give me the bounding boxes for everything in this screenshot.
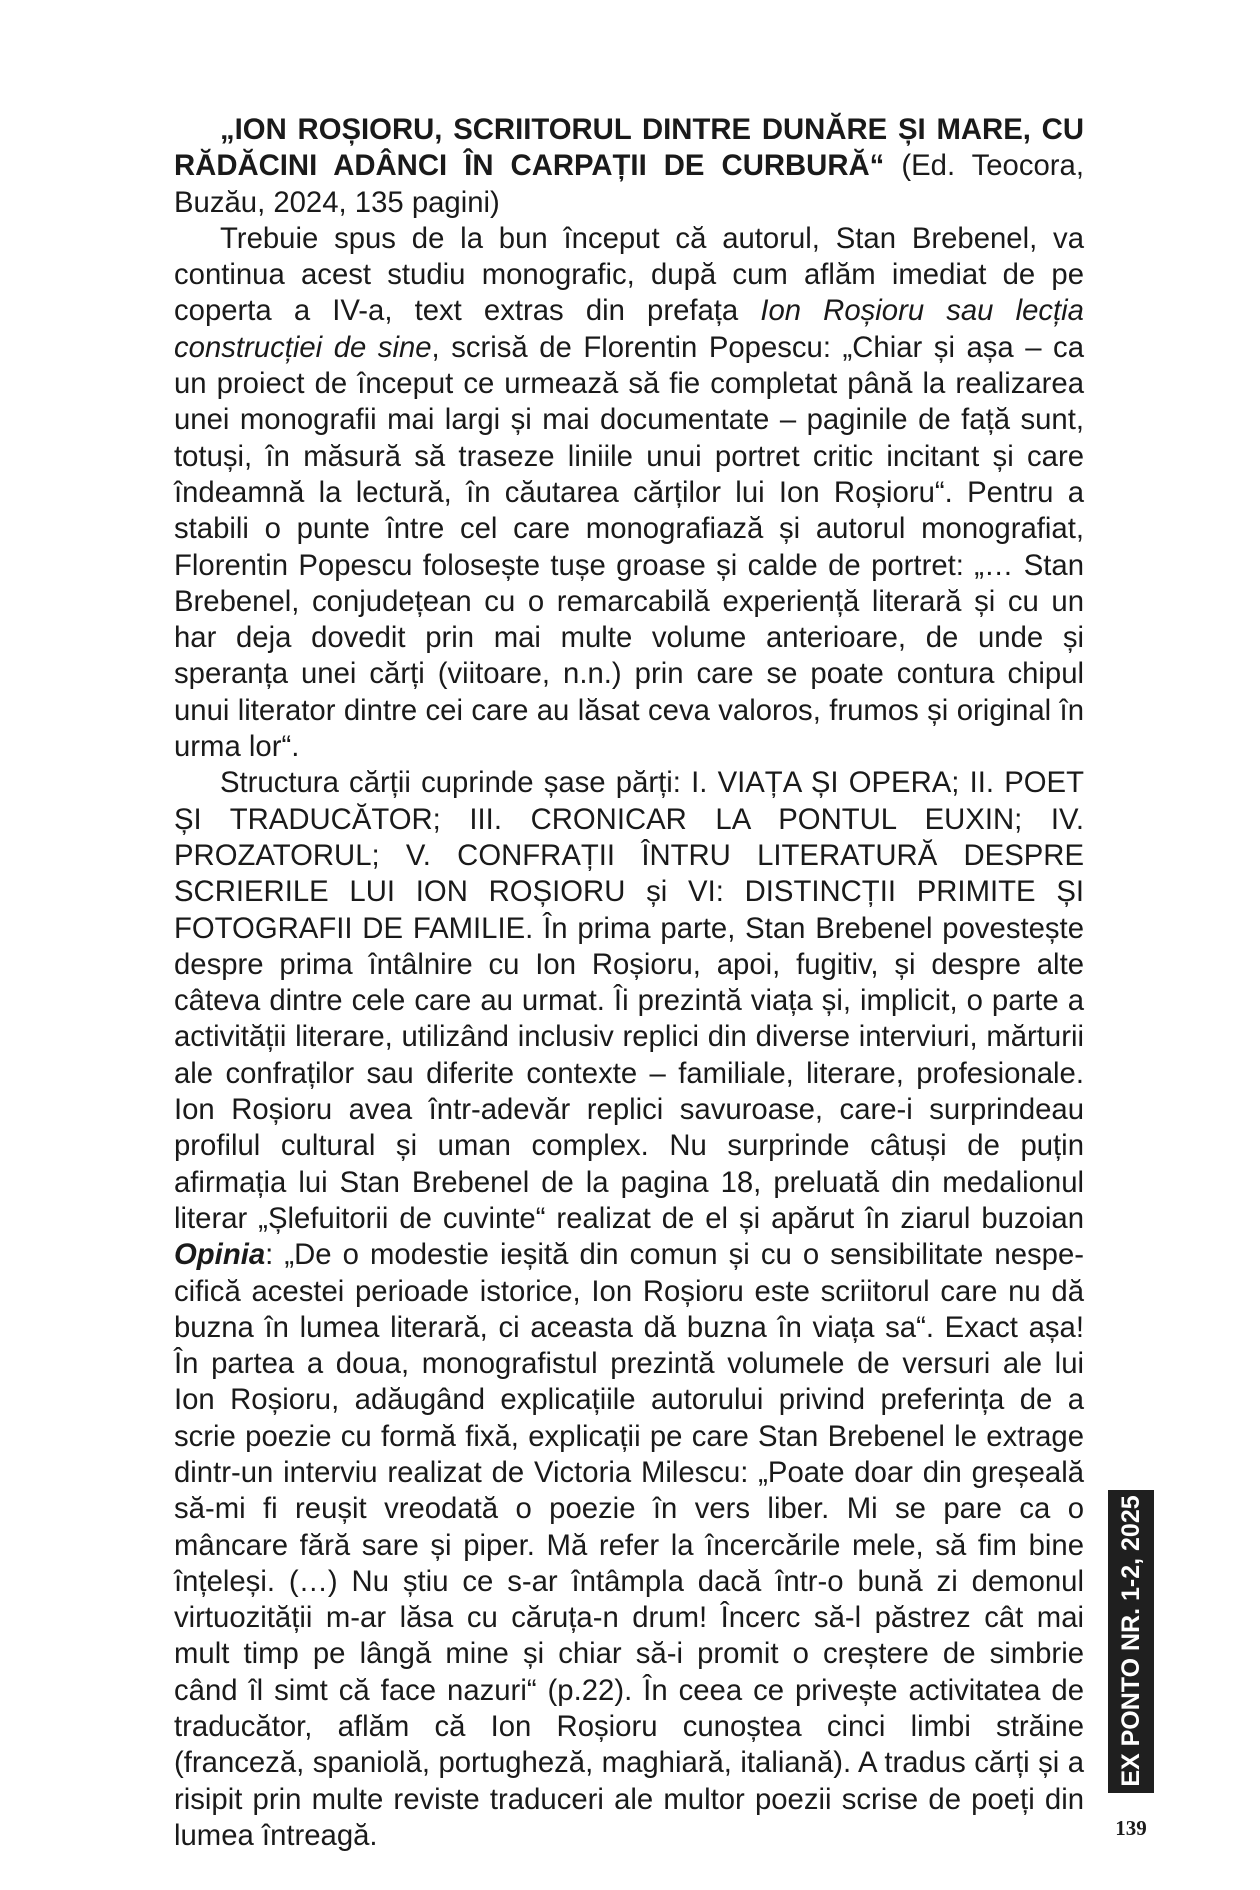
paragraph-preface — [174, 221, 1084, 765]
preface-title: Ion Roșioru sau lecția construcției de sine — [174, 294, 1084, 364]
paragraph-2-text-a: Structura cărții cuprinde șase părți: I. VIAȚA ȘI OPERA; II. POET ȘI TRADUCĂTOR; III. CRONICAR LA PONTUL EUXIN; IV. PROZATORUL; V. CONFRAȚII ÎNTRU LITERATURĂ DESPRE SCRIERILE LUI ION ROȘIORU și VI: DISTINCȚII PRIMITE ȘI FOTOGRAFII DE FAMILIE. În prima parte, Stan Brebenel povestește despre prima întâlnire cu Ion Roșioru, apoi, fugitiv, și despre alte câteva dintre cele care au urmat. Îi prezintă viața și, implicit, o parte a activității literare, utilizând inclusiv replici din diverse interviuri, mărturii ale confraților sau diferite contexte – familiale, literare, profesionale. Ion Roșioru avea într-adevăr replici savuroase, care-i surprindeau profilul cultural și uman complex. Nu surprinde câtuși de puțin afirmația lui Stan Brebenel de la pagina 18, preluată din medalionul literar „Șlefuitorii de cuvinte“ realizat de el și apărut în ziarul buzoian — [174, 766, 1084, 1235]
paragraph-2-text-b: : „De o modestie ieșită din comun și cu o sensibilitate nespe-cifică acestei perioade istorice, Ion Roșioru este scriitorul care nu dă buzna în lumea literară, ci aceasta dă buzna în viața sa“. Exact așa! În partea a doua, monografistul prezintă volumele de versuri ale lui Ion Roșioru, adăugând explicațiile autorului privind preferința de a scrie poezie cu formă fixă, explicații pe care Stan Brebenel le extrage dintr-un interviu realizat de Victoria Milescu: „Poate doar din greșeală să-mi fi reușit vreodată o poezie în vers liber. Mi se pare ca o mâncare fără sare și piper. Mă refer la încercările mele, să fim bine înțeleși. (…) Nu știu ce s-ar întâmpla dacă într-o bună zi demonul virtuozității m-ar lăsa cu căruța-n drum! Încerc să-l păstrez cât mai mult timp pe lângă mine și chiar să-i promit o creștere de simbrie când îl simt că face nazuri“ (p.22). În ceea ce privește activitatea de traducător, aflăm că Ion Roșioru cunoștea cinci limbi străine (franceză, spaniolă, portugheză, maghiară, italiană). A tradus cărți și a risipit prin multe reviste traduceri ale multor poezii scrise de poeți din lumea întreagă. — [174, 1238, 1084, 1852]
article-body — [174, 112, 1084, 1854]
publication-info: (Ed. Teocora, Buzău, 2024, 135 pagini) — [174, 149, 1084, 219]
paragraph-1-text-a: Trebuie spus de la bun început că autorul, Stan Brebenel, va continua acest studiu monografic, după cum aflăm imediat de pe coperta a IV-a, text extras din prefața — [174, 221, 1084, 328]
newspaper-name: Opinia — [174, 1238, 266, 1272]
page-number: 139 — [1115, 1816, 1147, 1840]
paragraph-1-text-b: , scrisă de Florentin Popescu: „Chiar și așa – ca un proiect de început ce urmează să fie completat până la realizarea unei monografii mai largi și mai documentate – paginile de față sunt, totuși, în măsură să traseze liniile unui portret critic incitant și care îndeamnă la lectură, în căutarea cărților lui Ion Roșioru“. Pentru a stabili o punte între cel care monografiază și autorul monografiat, Florentin Popescu folosește tușe groase și calde de portret: „… Stan Brebenel, conjudețean cu o remarcabilă experiență literară și cu un har deja dovedit prin mai multe volume anterioare, de unde și speranța unei cărți (viitoare, n.n.) prin care se poate contura chipul unui literator dintre cei care au lăsat ceva valoros, frumos și original în urma lor“. — [174, 330, 1084, 764]
book-title: „ION ROȘIORU, SCRIITORUL DINTRE DUNĂRE ȘI MARE, CU RĂDĂCINI ADÂNCI ÎN CARPAȚII DE CURBURĂ“ — [174, 113, 1084, 183]
paragraph-structure — [174, 765, 1084, 1854]
journal-issue-label: EX PONTO NR. 1-2, 2025 — [1117, 1495, 1145, 1787]
heading-paragraph — [174, 112, 1084, 221]
